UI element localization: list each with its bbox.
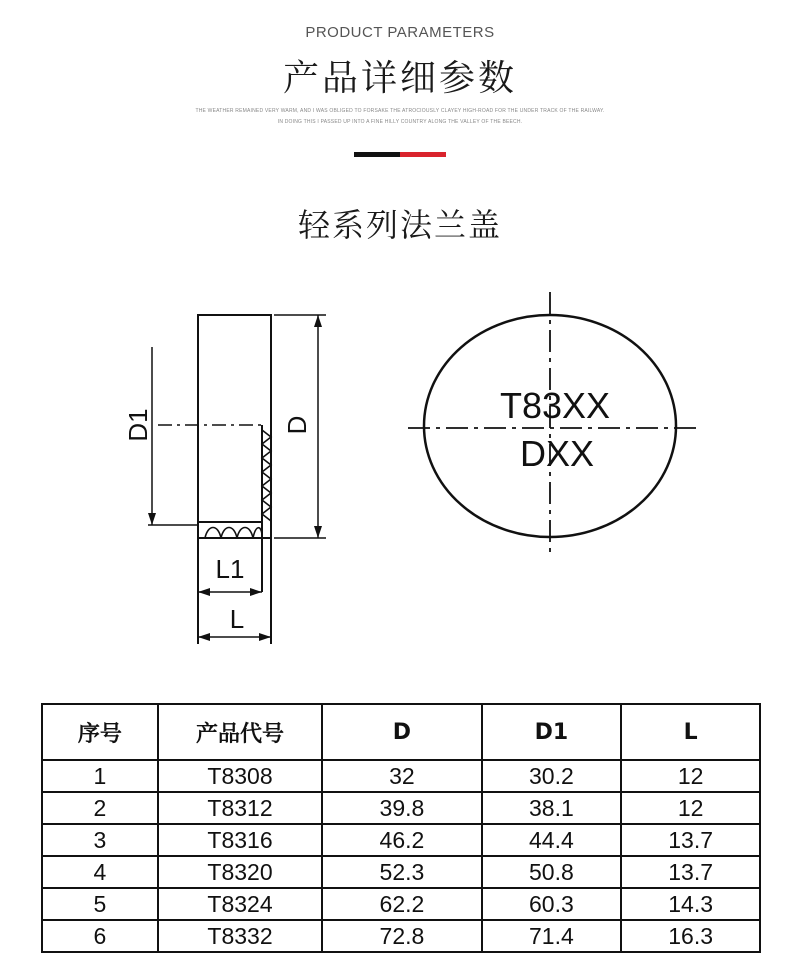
seal-hatching-bottom bbox=[205, 528, 262, 539]
l-label: L bbox=[229, 604, 245, 634]
cell-product-code: T8308 bbox=[158, 760, 323, 792]
table-row bbox=[42, 824, 760, 856]
cell-product-code: T8324 bbox=[158, 888, 323, 920]
cell-product-code: T8316 bbox=[158, 824, 323, 856]
table-row bbox=[42, 856, 760, 888]
column-header-d1: D1 bbox=[482, 704, 622, 760]
table-row bbox=[42, 888, 760, 920]
cell-d1: 50.8 bbox=[482, 856, 622, 888]
specification-table bbox=[41, 703, 761, 953]
arrow bbox=[198, 633, 210, 641]
d-label: D bbox=[282, 415, 312, 435]
cell-product-code: T8320 bbox=[158, 856, 323, 888]
size-code-placeholder: DXX bbox=[519, 433, 595, 474]
cell-l: 13.7 bbox=[621, 824, 760, 856]
side-view bbox=[148, 315, 326, 644]
column-header-product-code: 产品代号 bbox=[158, 704, 323, 760]
arrow bbox=[198, 588, 210, 596]
table-header-row bbox=[42, 704, 760, 760]
table-row bbox=[42, 920, 760, 952]
side-view-body bbox=[198, 315, 271, 538]
cell-d: 62.2 bbox=[322, 888, 481, 920]
page-title: 产品详细参数 bbox=[282, 58, 517, 99]
cell-l: 12 bbox=[621, 792, 760, 824]
arrow bbox=[314, 315, 322, 327]
column-header-d: D bbox=[322, 704, 481, 760]
cell-d1: 38.1 bbox=[482, 792, 622, 824]
cell-product-code: T8332 bbox=[158, 920, 323, 952]
l1-label: L1 bbox=[215, 554, 245, 584]
cell-l: 16.3 bbox=[621, 920, 760, 952]
arrow bbox=[259, 633, 271, 641]
cell-index: 2 bbox=[42, 792, 158, 824]
product-code-placeholder: T83XX bbox=[499, 385, 611, 426]
cell-d1: 60.3 bbox=[482, 888, 622, 920]
table-row bbox=[42, 792, 760, 824]
arrow bbox=[148, 513, 156, 525]
cell-d: 39.8 bbox=[322, 792, 481, 824]
arrow bbox=[250, 588, 262, 596]
cell-d1: 71.4 bbox=[482, 920, 622, 952]
column-header-index: 序号 bbox=[42, 704, 158, 760]
cell-d1: 30.2 bbox=[482, 760, 622, 792]
cell-l: 12 bbox=[621, 760, 760, 792]
cell-l: 14.3 bbox=[621, 888, 760, 920]
column-header-l: L bbox=[621, 704, 760, 760]
cell-d: 46.2 bbox=[322, 824, 481, 856]
product-series-title: 轻系列法兰盖 bbox=[297, 206, 502, 244]
arrow bbox=[314, 526, 322, 538]
cell-d: 32 bbox=[322, 760, 481, 792]
table-row bbox=[42, 760, 760, 792]
cell-index: 1 bbox=[42, 760, 158, 792]
cell-l: 13.7 bbox=[621, 856, 760, 888]
cell-index: 4 bbox=[42, 856, 158, 888]
cell-index: 6 bbox=[42, 920, 158, 952]
decorative-fine-text-1: THE WEATHER REMAINED VERY WARM, AND I WAS OBLIGED TO FORSAKE THE ATROCIOUSLY CLAYEY HIGH-ROAD FOR THE UNDER TRACK OF THE RAILWAY. bbox=[195, 108, 605, 114]
seal-hatching-vertical bbox=[262, 430, 271, 521]
cell-index: 5 bbox=[42, 888, 158, 920]
section-eyebrow: PRODUCT PARAMETERS bbox=[305, 24, 495, 41]
cell-d: 52.3 bbox=[322, 856, 481, 888]
cell-index: 3 bbox=[42, 824, 158, 856]
decorative-fine-text-2: IN DOING THIS I PASSED UP INTO A FINE HILLY COUNTRY ALONG THE VALLEY OF THE BEECH. bbox=[277, 119, 523, 125]
cell-d: 72.8 bbox=[322, 920, 481, 952]
cell-d1: 44.4 bbox=[482, 824, 622, 856]
cell-product-code: T8312 bbox=[158, 792, 323, 824]
d1-label: D1 bbox=[123, 408, 153, 442]
